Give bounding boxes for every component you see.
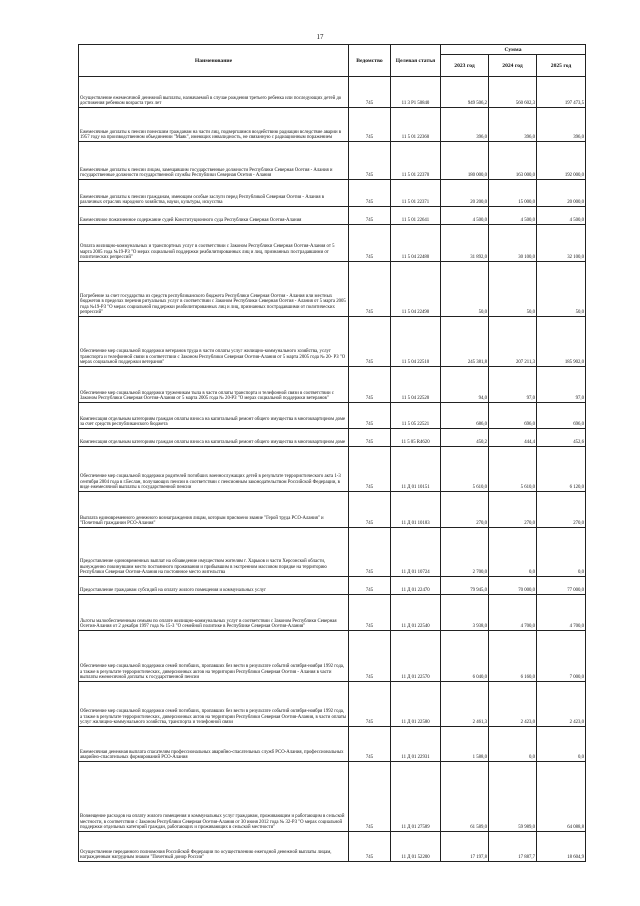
table-row (79, 727, 586, 762)
row-value-2024: 5 610,0 (489, 447, 537, 492)
row-value-2024: 560 602,3 (489, 77, 537, 108)
row-value-2023: 31 892,0 (441, 225, 489, 262)
row-value-2023: 2 700,0 (441, 528, 489, 577)
row-value-2023: 3 938,0 (441, 595, 489, 631)
row-value-2023: 20 200,0 (441, 180, 489, 207)
row-value-2025: 270,0 (537, 492, 586, 528)
row-target-code: 11 5 04 22490 (391, 262, 441, 317)
table-row (79, 631, 586, 682)
row-value-2023: 79 945,0 (441, 577, 489, 595)
row-target-code: 11 Д 01 22470 (391, 577, 441, 595)
row-department: 745 (349, 727, 391, 762)
header-sum: Сумма (441, 45, 586, 55)
table-row (79, 577, 586, 595)
row-name: Ежемесячное пожизненное содержание судей Конституционного суда Республики Северная Осетия-Алания (79, 207, 349, 225)
row-value-2025: 192 000,0 (537, 142, 586, 180)
row-name: Обеспечение мер социальной поддержки семей погибших, пропавших без вести в результате событий октября-ноября 1992 года, а также в результате террористических, диверсионных актов на территории Республики Северная Осетия - Алания в части выплаты ежемесячной доплаты к государственной пенсии (79, 631, 349, 682)
row-value-2024: 97,0 (489, 367, 537, 403)
row-target-code: 11 Д 01 27589 (391, 762, 441, 832)
row-value-2024: 444,4 (489, 429, 537, 447)
row-value-2023: 270,0 (441, 492, 489, 528)
header-year-2023: 2023 год (441, 55, 489, 77)
row-target-code: 11 Д 01 22540 (391, 595, 441, 631)
row-value-2024: 30 100,0 (489, 225, 537, 262)
row-value-2025: 452,6 (537, 429, 586, 447)
table-row (79, 492, 586, 528)
row-value-2023: 6 040,0 (441, 631, 489, 682)
table-row (79, 367, 586, 403)
table-row (79, 528, 586, 577)
row-name: Погребение за счет государства из средств республиканского бюджета Республики Северная Осетия - Алания или местных бюджетов в пределах перечня ритуальных услуг в соответствии с Законом Республики Северная Осетия - Алания от 5 марта 2005 года №19-РЗ "О мерах социальной поддержки реабилитированных лиц и лиц, признанных пострадавшими от политических репрессий" (79, 262, 349, 317)
row-name: Осуществление переданного полномочия Российской Федерации по осуществлению ежегодной денежной выплаты лицам, награжденным нагрудным знаком "Почетный донор России" (79, 832, 349, 862)
row-value-2025: 50,0 (537, 262, 586, 317)
header-target: Целевая статья (391, 45, 441, 77)
row-name: Компенсация отдельным категориям граждан оплаты взноса на капитальный ремонт общего имущества в многоквартирном доме (79, 429, 349, 447)
row-target-code: 11 Д 01 22570 (391, 631, 441, 682)
row-target-code: 11 5 04 22520 (391, 367, 441, 403)
row-department: 745 (349, 180, 391, 207)
row-value-2023: 5 610,0 (441, 447, 489, 492)
row-target-code: 11 Д 01 52200 (391, 832, 441, 862)
row-target-code: 11 5 05 22521 (391, 403, 441, 429)
row-department: 745 (349, 429, 391, 447)
row-department: 745 (349, 142, 391, 180)
row-department: 745 (349, 631, 391, 682)
row-value-2025: 396,0 (537, 108, 586, 142)
table-row (79, 108, 586, 142)
row-name: Ежемесячные доплаты к пенсии гражданам, имеющим особые заслуги перед Республикой Северная Осетия - Алания в различных отраслях народного хозяйства, науки, культуры, искусства (79, 180, 349, 207)
row-name: Ежемесячные доплаты к пенсии понесшим гражданам на части лиц, подвергшимся воздействию радиации вследствие аварии в 1957 году на производственном объединении "Маяк", имеющих инвалидность, не связанную с радиационным поражением (79, 108, 349, 142)
row-target-code: 11 Д 01 10724 (391, 528, 441, 577)
row-target-code: 11 Д 01 10183 (391, 492, 441, 528)
row-value-2023: 4 500,0 (441, 207, 489, 225)
row-value-2023: 180 000,0 (441, 142, 489, 180)
row-value-2023: 949 506,2 (441, 77, 489, 108)
header-year-2025: 2025 год (537, 55, 586, 77)
row-value-2024: 17 887,7 (489, 832, 537, 862)
table-row (79, 77, 586, 108)
row-name: Предоставление гражданам субсидий на оплату жилого помещения и коммунальных услуг (79, 577, 349, 595)
row-name: Возмещение расходов на оплату жилого помещения и коммунальных услуг гражданам, проживающим и работающим в сельской местности, в соответствии с Законом Республики Северная Осетия-Алания от 30 июня 2012 года № 32-РЗ "О мерах социальной поддержки отдельных категорий граждан, работающих и проживающих в сельской местности" (79, 762, 349, 832)
row-department: 745 (349, 262, 391, 317)
row-department: 745 (349, 832, 391, 862)
row-name: Компенсация отдельным категориям граждан оплаты взноса на капитальный ремонт общего имущества в многоквартирном доме за счет средств республиканского бюджета (79, 403, 349, 429)
header-year-2024: 2024 год (489, 55, 537, 77)
row-value-2023: 17 197,8 (441, 832, 489, 862)
table-row (79, 262, 586, 317)
row-value-2024: 0,0 (489, 727, 537, 762)
row-target-code: 11 5 05 R4620 (391, 429, 441, 447)
row-target-code: 11 Д 01 22931 (391, 727, 441, 762)
row-value-2025: 0,0 (537, 528, 586, 577)
table-row (79, 317, 586, 367)
row-name: Осуществление ежемесячной денежной выплаты, назначаемой в случае рождения третьего ребенка или последующих детей до достижения ребенком возраста трех лет (79, 77, 349, 108)
table-row (79, 142, 586, 180)
row-value-2025: 185 902,0 (537, 317, 586, 367)
row-department: 745 (349, 447, 391, 492)
row-target-code: 11 5 01 22360 (391, 108, 441, 142)
row-department: 745 (349, 225, 391, 262)
header-department: Ведомство (349, 45, 391, 77)
row-name: Предоставление единовременных выплат на обзаведение имуществом жителям г. Харьков и части Херсонской области, вынужденно покинувшим место постоянного проживания и прибывшим в экстренном массовом порядке на территорию Республики Северная Осетия-Алания на постоянное место жительства (79, 528, 349, 577)
row-department: 745 (349, 595, 391, 631)
table-body (79, 77, 586, 862)
header-name: Наименование (79, 45, 349, 77)
row-department: 745 (349, 207, 391, 225)
row-value-2025: 2 423,0 (537, 682, 586, 727)
row-target-code: 11 3 Р1 50840 (391, 77, 441, 108)
row-value-2024: 15 000,0 (489, 180, 537, 207)
row-department: 745 (349, 367, 391, 403)
table-row (79, 832, 586, 862)
row-value-2024: 50,0 (489, 262, 537, 317)
row-value-2024: 4 700,0 (489, 595, 537, 631)
row-target-code: 11 5 01 22641 (391, 207, 441, 225)
row-name: Обеспечение мер социальной поддержки родителей погибших военнослужащих детей в результате террористического акта 1-3 сентября 2004 года в г.Беслан, получающих пенсии в соответствии с пенсионным законодательством Российской Федерации, в виде ежемесячной выплаты к государственной пенсии (79, 447, 349, 492)
table-header (79, 45, 586, 77)
row-value-2025: 696,0 (537, 403, 586, 429)
table-row (79, 762, 586, 832)
row-value-2023: 396,0 (441, 108, 489, 142)
row-department: 745 (349, 77, 391, 108)
table-row (79, 682, 586, 727)
row-value-2024: 4 500,0 (489, 207, 537, 225)
row-department: 745 (349, 528, 391, 577)
row-name: Обеспечение мер социальной поддержки ветеранов труда в части оплаты услуг жилищно-коммунального хозяйства, услуг транспорта и телефонной связи в соответствии с Законом Республики Северная Осетия-Алания от 5 марта 2005 года № 20- РЗ "О мерах социальной поддержки ветеранов" (79, 317, 349, 367)
page-number: 17 (316, 33, 324, 41)
row-value-2024: 207 211,3 (489, 317, 537, 367)
row-name: Ежемесячные доплаты к пенсии лицам, замещавшим государственные должности Республики Северная Осетия - Алания и государственные должности государственной службы Республики Северная Осетия - Алания (79, 142, 349, 180)
row-value-2025: 4 500,0 (537, 207, 586, 225)
row-value-2025: 97,0 (537, 367, 586, 403)
row-value-2023: 245 381,8 (441, 317, 489, 367)
row-value-2023: 686,0 (441, 403, 489, 429)
row-value-2025: 7 000,0 (537, 631, 586, 682)
row-value-2024: 2 423,0 (489, 682, 537, 727)
row-value-2025: 64 088,8 (537, 762, 586, 832)
row-value-2025: 197 473,5 (537, 77, 586, 108)
row-department: 745 (349, 317, 391, 367)
row-value-2024: 396,0 (489, 108, 537, 142)
row-value-2024: 696,0 (489, 403, 537, 429)
row-value-2023: 450,2 (441, 429, 489, 447)
row-target-code: 11 Д 01 10151 (391, 447, 441, 492)
row-department: 745 (349, 682, 391, 727)
row-value-2023: 94,0 (441, 367, 489, 403)
row-value-2024: 70 000,0 (489, 577, 537, 595)
row-value-2023: 1 588,0 (441, 727, 489, 762)
row-value-2024: 270,0 (489, 492, 537, 528)
row-value-2025: 18 604,9 (537, 832, 586, 862)
row-value-2024: 6 160,0 (489, 631, 537, 682)
row-value-2025: 0,0 (537, 727, 586, 762)
row-name: Оплата жилищно-коммунальных и транспортных услуг в соответствии с Законом Республики Северная Осетия-Алания от 5 марта 2005 года №19-РЗ "О мерах социальной поддержки реабилитированных лиц и лиц, признанных пострадавшими от политических репрессий" (79, 225, 349, 262)
row-department: 745 (349, 492, 391, 528)
row-department: 745 (349, 762, 391, 832)
row-value-2025: 6 120,0 (537, 447, 586, 492)
row-department: 745 (349, 577, 391, 595)
row-value-2025: 32 100,0 (537, 225, 586, 262)
row-department: 745 (349, 108, 391, 142)
row-name: Льготы малообеспеченным семьям по оплате жилищно-коммунальных услуг в соответствии с Законом Республики Северная Осетия-Алания от 2 декабря 1997 года № 15-З "О семейной политике в Республике Северная Осетия-Алания" (79, 595, 349, 631)
row-target-code: 11 5 04 22510 (391, 317, 441, 367)
table-row (79, 429, 586, 447)
row-value-2025: 4 700,0 (537, 595, 586, 631)
table-row (79, 447, 586, 492)
row-department: 745 (349, 403, 391, 429)
row-target-code: 11 5 01 22370 (391, 142, 441, 180)
budget-table (78, 44, 586, 862)
row-value-2024: 59 989,0 (489, 762, 537, 832)
row-value-2024: 0,0 (489, 528, 537, 577)
row-name: Обеспечение мер социальной поддержки семей погибших, пропавших без вести в результате событий октября-ноября 1992 года, а также в результате террористических, диверсионных актов на территории Республики Северная Осетия-Алания, в части оплаты услуг жилищно-коммунального хозяйства, транспорта и телефонной связи (79, 682, 349, 727)
table-row (79, 403, 586, 429)
table-row (79, 207, 586, 225)
row-value-2024: 163 000,0 (489, 142, 537, 180)
row-target-code: 11 Д 01 22580 (391, 682, 441, 727)
row-value-2025: 20 000,0 (537, 180, 586, 207)
row-name: Выплата единовременного денежного вознаграждения лицам, которым присвоено звание "Герой труда РСО-Алания" и "Почетный гражданин РСО-Алания" (79, 492, 349, 528)
row-value-2023: 2 461,3 (441, 682, 489, 727)
table-row (79, 595, 586, 631)
row-value-2023: 61 589,0 (441, 762, 489, 832)
row-target-code: 11 5 01 22371 (391, 180, 441, 207)
row-name: Обеспечение мер социальной поддержки труженикам тыла в части оплаты транспорта и телефонной связи в соответствии с Законом Республики Северная Осетия-Алания от 5 марта 2005 года № 20-РЗ "О мерах социальной поддержки ветеранов" (79, 367, 349, 403)
row-target-code: 11 5 04 22480 (391, 225, 441, 262)
row-value-2025: 77 000,0 (537, 577, 586, 595)
table-row (79, 180, 586, 207)
table-row (79, 225, 586, 262)
row-value-2023: 50,0 (441, 262, 489, 317)
row-name: Ежемесячная денежная выплата спасателям профессиональных аварийно-спасательных служб РСО-Алания, профессиональных аварийно-спасательных формирований РСО-Алания (79, 727, 349, 762)
